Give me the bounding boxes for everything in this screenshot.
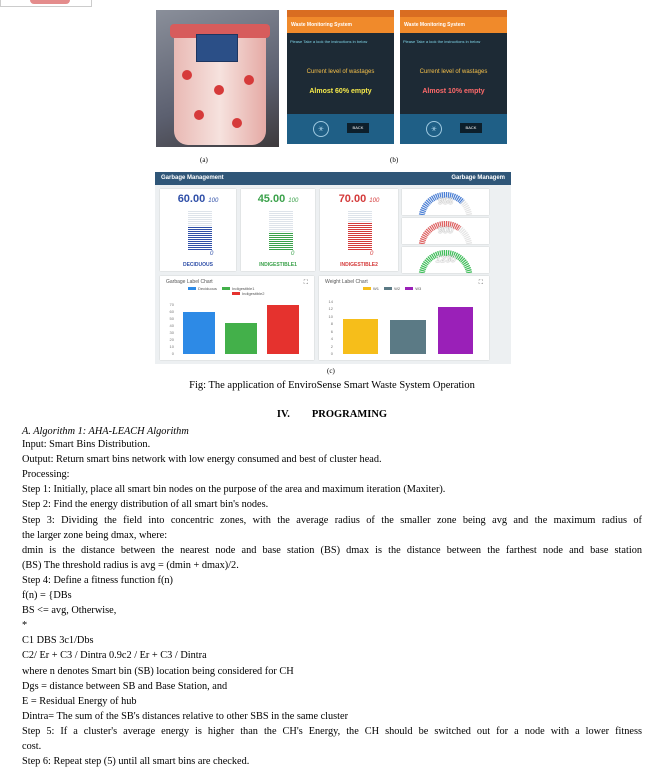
algorithm-line: Processing: <box>22 469 70 481</box>
arc-gauge-2 <box>402 218 489 244</box>
current-level-label: Current level of wastages <box>419 69 488 75</box>
algorithm-line: Output: Return smart bins network with low energy consumed and best of cluster head. <box>22 454 382 466</box>
gauge-label: INDIGESTIBLE1 <box>259 262 297 268</box>
algorithm-line: f(n) = {DBs <box>22 590 72 601</box>
instruction-text: Please Take a look the instructions in below <box>290 39 368 44</box>
legend-entry: Indigestible2 <box>242 291 265 296</box>
tank-stripe <box>188 213 212 214</box>
tank-stripe <box>188 237 212 238</box>
y-tick-label: 20 <box>169 337 174 342</box>
arc-gauge-value: 956 <box>437 196 454 206</box>
tank-stripe <box>348 213 372 214</box>
gauge-max: 100 <box>208 198 219 204</box>
arc-gauge-value: 1230 <box>435 254 456 264</box>
back-button[interactable]: BACK <box>460 123 482 133</box>
y-tick-label: 14 <box>328 298 333 304</box>
algorithm-line: Step 4: Define a fitness function f(n) <box>22 574 173 586</box>
subfigure-label-b: (b) <box>390 156 399 164</box>
tank-stripe <box>269 219 293 220</box>
garbage-label-chart <box>160 276 314 360</box>
tank-stripe <box>269 215 293 216</box>
tank-stripe <box>188 215 212 216</box>
algorithm-line: Step 1: Initially, place all smart bin nodes on the purpose of the area and maximum iteration (Maxiter). <box>22 484 446 496</box>
legend-entry: W1 <box>373 286 379 291</box>
gauge-card-deciduous <box>160 189 236 271</box>
y-tick-label: 10 <box>328 313 333 319</box>
algorithm-line: C2/ Er + C3 / Dintra 0.9c2 / Er + C3 / Dintra <box>22 650 207 662</box>
tank-stripe <box>348 249 372 250</box>
tank-stripe <box>188 219 212 220</box>
legend-entry: Indigestible1 <box>232 286 255 291</box>
tank-stripe <box>188 233 212 234</box>
chart-title: Garbage Label Chart <box>166 279 213 285</box>
tank-stripe <box>269 211 293 212</box>
tank-stripe <box>188 217 212 218</box>
gauge-label: INDIGESTIBLE2 <box>340 262 378 268</box>
algorithm-line: Step 3: Dividing the field into concentric zones, with the average radius of the smaller zone being avg and the maximum radius of <box>22 514 642 526</box>
bluetooth-icon[interactable]: ⚹ <box>426 121 442 137</box>
bar-w1 <box>343 319 379 354</box>
arc-gauge-1 <box>402 189 489 215</box>
tank-stripe <box>348 235 372 236</box>
tank-stripe <box>269 233 293 234</box>
tank-stripe <box>188 235 212 236</box>
fill-state: Almost 10% empty <box>422 88 485 95</box>
tank-stripe <box>188 249 212 250</box>
microcontroller-board <box>196 34 238 62</box>
plot-area <box>160 276 314 360</box>
tank-stripe <box>348 215 372 216</box>
tank-stripe <box>188 241 212 242</box>
algorithm-line: Input: Smart Bins Distribution. <box>22 439 151 450</box>
figure-caption: Fig: The application of EnviroSense Smart Waste System Operation <box>189 380 475 391</box>
fill-state: Almost 60% empty <box>309 88 372 95</box>
gauge-card-indigestible2 <box>320 189 398 271</box>
tank-stripe <box>348 211 372 212</box>
tank-stripe <box>188 245 212 246</box>
gauge-value: 45.00 <box>257 193 286 205</box>
gauge-zero: 0 <box>210 251 214 257</box>
gauge-zero: 0 <box>370 251 374 257</box>
y-tick-label: 50 <box>169 316 174 321</box>
current-level-label: Current level of wastages <box>306 69 375 75</box>
plot-area <box>319 276 489 360</box>
arc-gauge-value: 900 <box>437 225 454 235</box>
expand-icon[interactable]: ⛶ <box>303 279 308 286</box>
header-logo-mark <box>30 0 70 4</box>
bar-indigestible2 <box>267 305 299 354</box>
app-title: Waste Monitoring System <box>287 17 394 33</box>
bar-indigestible1 <box>225 323 257 355</box>
tank-stripe <box>269 229 293 230</box>
tank-stripe <box>188 225 212 226</box>
tank-stripe <box>269 239 293 240</box>
tank-stripe <box>188 229 212 230</box>
tank-stripe <box>348 225 372 226</box>
algorithm-line: E = Residual Energy of hub <box>22 695 137 707</box>
y-tick-label: 8 <box>330 321 333 327</box>
tank-level <box>269 211 293 253</box>
algorithm-line: Dintra= The sum of the SB's distances relative to other SBS in the same cluster <box>22 710 349 722</box>
tank-stripe <box>348 231 372 232</box>
tank-stripe <box>269 217 293 218</box>
tank-stripe <box>269 227 293 228</box>
subfigure-label-c: (c) <box>327 367 335 375</box>
tank-stripe <box>269 249 293 250</box>
gauge-zero: 0 <box>291 251 295 257</box>
y-tick-label: 6 <box>330 328 333 334</box>
tank-stripe <box>348 237 372 238</box>
y-tick-label: 4 <box>330 336 333 342</box>
phone-screen-b <box>400 10 507 144</box>
algorithm-line: C1 DBS 3c1/Dbs <box>22 635 94 647</box>
tank-stripe <box>348 243 372 244</box>
smart-bin-photo <box>156 10 279 147</box>
y-tick-label: 70 <box>169 302 174 307</box>
tank-stripe <box>269 231 293 232</box>
bluetooth-icon[interactable]: ⚹ <box>313 121 329 137</box>
gauge-max: 100 <box>369 198 380 204</box>
algorithm-line: dmin is the distance between the nearest node and base station (BS) dmax is the distance between the farthest node and base station <box>22 544 642 556</box>
arc-gauge-3 <box>402 247 489 273</box>
tank-stripe <box>269 225 293 226</box>
algorithm-line: BS <= avg, Otherwise, <box>22 605 117 617</box>
tank-stripe <box>348 221 372 222</box>
tank-stripe <box>348 247 372 248</box>
bar-w2 <box>390 320 426 354</box>
tank-stripe <box>269 237 293 238</box>
y-tick-label: 60 <box>169 309 174 314</box>
tank-stripe <box>188 239 212 240</box>
chart-title: Weight Label Chart <box>325 279 368 285</box>
algorithm-line: where n denotes Smart bin (SB) location being considered for CH <box>22 665 294 677</box>
app-title: Waste Monitoring System <box>400 17 507 33</box>
tank-stripe <box>269 245 293 246</box>
tank-stripe <box>269 223 293 224</box>
tank-stripe <box>269 247 293 248</box>
dashboard-title-bar <box>155 172 511 185</box>
algorithm-line: Step 5: If a cluster's average energy is higher than the CH's Energy, the CH should be switched out for a node with a lower fitness <box>22 725 642 737</box>
y-tick-label: 40 <box>169 323 174 328</box>
y-tick-label: 2 <box>330 343 333 349</box>
tank-stripe <box>188 227 212 228</box>
tank-stripe <box>348 217 372 218</box>
algorithm-line: * <box>22 620 28 632</box>
gauge-card-indigestible1 <box>241 189 315 271</box>
algorithm-heading: A. Algorithm 1: AHA-LEACH Algorithm <box>22 426 189 437</box>
gauge-max: 100 <box>288 198 299 204</box>
tank-stripe <box>269 235 293 236</box>
bar-w3 <box>438 307 474 354</box>
bin-body <box>174 30 266 145</box>
tank-stripe <box>188 231 212 232</box>
y-tick-label: 0 <box>171 351 174 356</box>
algorithm-line: Step 2: Find the energy distribution of all smart bin's nodes. <box>22 499 269 511</box>
tank-stripe <box>348 233 372 234</box>
tank-stripe <box>188 223 212 224</box>
bar-deciduous <box>183 312 215 354</box>
tank-stripe <box>348 241 372 242</box>
tank-stripe <box>348 219 372 220</box>
tank-level <box>188 211 212 253</box>
tank-stripe <box>188 211 212 212</box>
tank-stripe <box>188 221 212 222</box>
y-tick-label: 10 <box>169 344 174 349</box>
phone-screen-a <box>287 10 394 144</box>
algorithm-line: Step 6: Repeat step (5) until all smart bins are checked. <box>22 756 250 768</box>
legend-entry: W2 <box>394 286 401 291</box>
dashboard-title-right: Garbage Managem <box>451 175 505 181</box>
tank-stripe <box>269 221 293 222</box>
algorithm-line: Dgs = distance between SB and Base Station, and <box>22 680 228 692</box>
y-tick-label: 30 <box>169 330 174 335</box>
weight-label-chart <box>319 276 489 360</box>
tank-stripe <box>269 243 293 244</box>
tank-stripe <box>348 227 372 228</box>
tank-stripe <box>269 213 293 214</box>
subfigure-label-a: (a) <box>200 156 208 164</box>
section-heading <box>0 409 664 420</box>
legend-entry: Deciduous <box>198 286 217 291</box>
gauge-value: 60.00 <box>177 193 206 205</box>
gauge-value: 70.00 <box>338 193 367 205</box>
algorithm-line: the larger zone being dmax, where: <box>22 529 168 541</box>
instruction-text: Please Take a look the instructions in below <box>403 39 481 44</box>
algorithm-line: cost. <box>22 741 42 752</box>
tank-stripe <box>269 241 293 242</box>
dashboard-title: Garbage Management <box>161 175 224 181</box>
gauge-label: DECIDUOUS <box>182 262 213 268</box>
section-title: PROGRAMING <box>311 409 388 420</box>
y-tick-label: 12 <box>328 306 333 312</box>
algorithm-line: (BS) The threshold radius is avg = (dmin + dmax)/2. <box>22 559 239 571</box>
expand-icon[interactable]: ⛶ <box>478 279 483 286</box>
tank-stripe <box>188 247 212 248</box>
section-number: IV. <box>276 409 290 420</box>
y-tick-label: 0 <box>330 351 333 356</box>
garbage-dashboard <box>155 172 511 364</box>
tank-stripe <box>188 243 212 244</box>
tank-stripe <box>348 245 372 246</box>
back-button[interactable]: BACK <box>347 123 369 133</box>
tank-stripe <box>348 239 372 240</box>
tank-stripe <box>348 223 372 224</box>
legend-entry: W3 <box>415 286 422 291</box>
tank-level <box>348 211 372 253</box>
tank-stripe <box>348 229 372 230</box>
